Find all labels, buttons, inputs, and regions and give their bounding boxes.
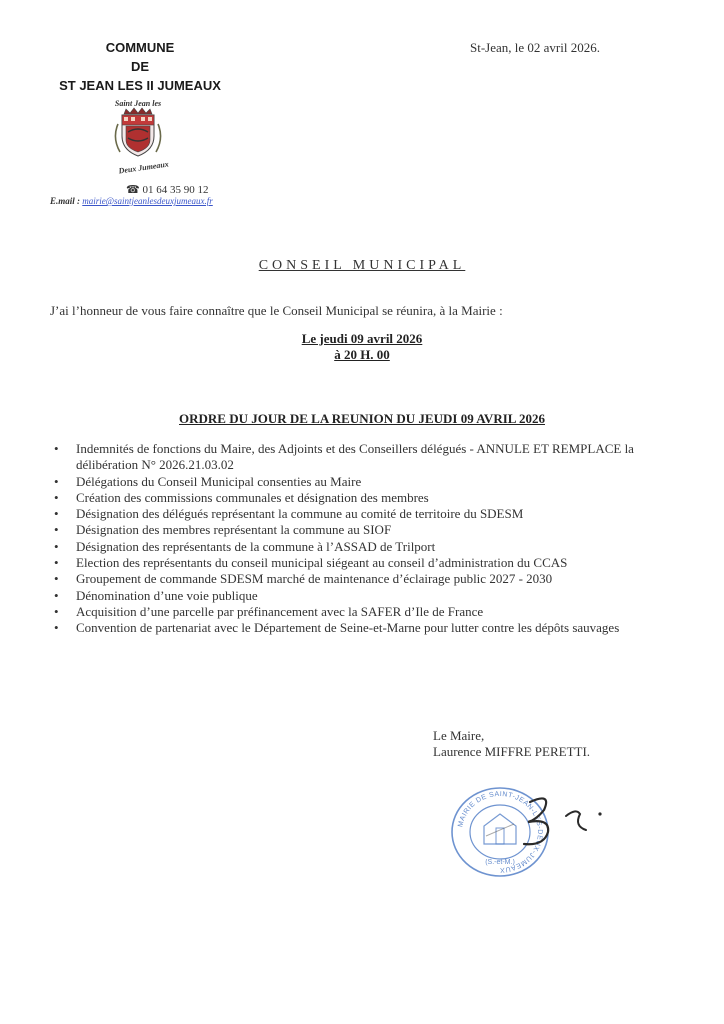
agenda-item: • Dénomination d’une voie publique — [54, 587, 258, 603]
commune-line-3: ST JEAN LES II JUMEAUX — [59, 78, 221, 93]
agenda-title: ORDRE DU JOUR DE LA REUNION DU JEUDI 09 AVRIL 2026 — [179, 411, 545, 426]
agenda-item: • Acquisition d’une parcelle par préfinancement avec la SAFER d’Ile de France — [54, 603, 484, 619]
commune-line-1: COMMUNE — [105, 40, 175, 55]
agenda-item: • Groupement de commande SDESM marché de maintenance d’éclairage public 2027 - 2030 — [54, 571, 553, 587]
agenda-item: • Création des commissions communales et désignation des membres — [54, 489, 429, 505]
agenda-item: • Convention de partenariat avec le Département de Seine-et-Marne pour lutter contre les dépôts sauvages — [54, 620, 620, 636]
commune-header — [40, 38, 240, 95]
coat-of-arms-logo — [98, 96, 178, 180]
bullet-icon: • — [54, 603, 59, 619]
crest-text-top: Saint Jean les — [114, 99, 162, 108]
meeting-time: à 20 H. 00 — [334, 347, 390, 362]
handwritten-signature — [522, 790, 632, 850]
bullet-icon: • — [54, 522, 59, 538]
letter-date: St-Jean, le 02 avril 2026. — [470, 40, 600, 55]
bullet-icon: • — [54, 506, 59, 522]
stamp-ring-text: MAIRIE DE SAINT-JEAN-LES-DEUX-JUMEAUX — [457, 790, 544, 874]
stamp-dept: (S.-et-M.) — [485, 859, 515, 866]
agenda-item: • Désignation des représentants de la commune à l’ASSAD de Trilport — [54, 538, 436, 554]
intro-text: J’ai l’honneur de vous faire connaître que le Conseil Municipal se réunira, à la Mairie : — [50, 303, 503, 318]
agenda-item: • Désignation des délégués représentant la commune au comité de territoire du SDESM — [54, 506, 524, 522]
agenda-list — [52, 441, 678, 637]
phone-icon: ☎ — [126, 184, 140, 196]
meeting-day: Le jeudi 09 avril 2026 — [301, 331, 423, 346]
agenda-item: • Election des représentants du conseil municipal siégeant au conseil d’administration du CCAS — [54, 555, 568, 571]
email-link[interactable]: mairie@saintjeanlesdeuxjumeaux.fr — [82, 196, 213, 206]
email-label: E.mail : — [50, 196, 81, 206]
email-line — [50, 196, 213, 206]
phone-line — [126, 183, 208, 196]
meeting-datetime — [0, 331, 724, 363]
phone-number: 01 64 35 90 12 — [142, 184, 209, 196]
bullet-icon: • — [54, 538, 59, 554]
agenda-item: • Délégations du Conseil Municipal consenties au Maire — [54, 473, 362, 489]
bullet-icon: • — [54, 441, 59, 456]
document-title — [0, 258, 724, 274]
agenda-item: • Désignation des membres représentant la commune au SIOF — [54, 522, 392, 538]
signatory-title: Le Maire, — [433, 728, 485, 743]
bullet-icon: • — [54, 555, 59, 571]
commune-line-2: DE — [130, 59, 150, 74]
bullet-icon: • — [54, 473, 59, 489]
bullet-icon: • — [54, 489, 59, 505]
bullet-icon: • — [54, 587, 59, 603]
agenda-item: • Indemnités de fonctions du Maire, des Adjoints et des Conseillers délégués - ANNULE ET REMPLACE la délibération N° 2026.21.03.02 — [54, 441, 634, 473]
title-text: CONSEIL MUNICIPAL — [258, 258, 466, 273]
bullet-icon: • — [54, 571, 59, 587]
signatory-name: Laurence MIFFRE PERETTI. — [433, 744, 591, 759]
bullet-icon: • — [54, 620, 59, 636]
crest-text-bottom: Deux Jumeaux — [118, 159, 170, 176]
